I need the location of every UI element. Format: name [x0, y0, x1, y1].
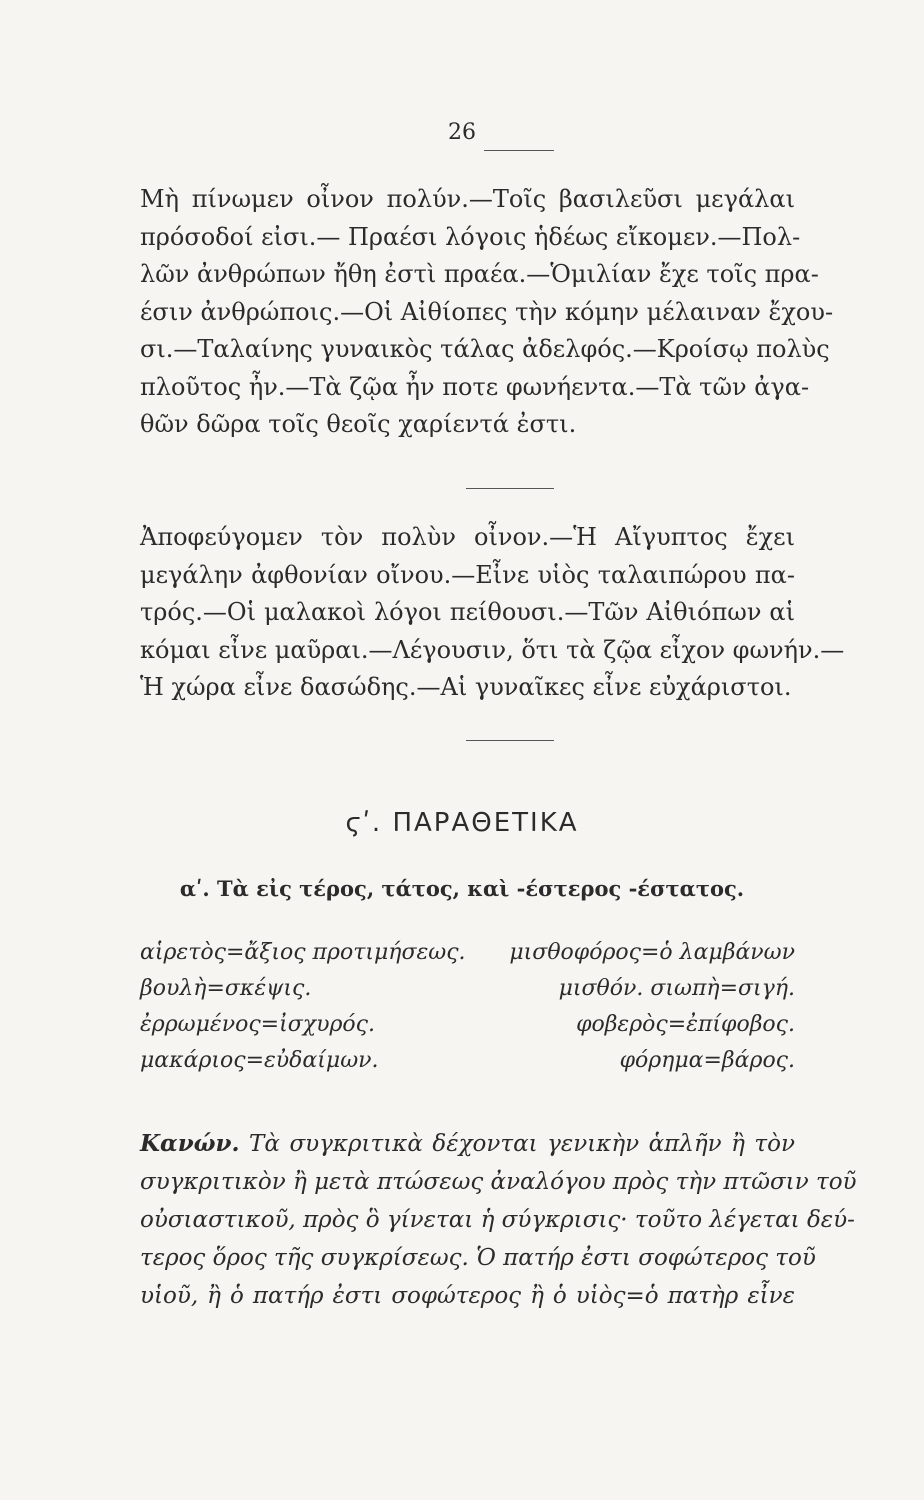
exercise-paragraph-2 [140, 519, 845, 707]
text-line: πλοῦτος ἦν.—Τὰ ζῷα ἦν ποτε φωνήεντα.—Τὰ τῶν ἀγα- [140, 372, 810, 401]
glossary-entry-left: μακάριος=εὐδαίμων. [140, 1048, 379, 1073]
rule-line: τερος ὅρος τῆς συγκρίσεως. Ὁ πατήρ ἐστι σοφώτερος τοῦ [140, 1245, 816, 1271]
glossary-entry-right: μισθόν. σιωπὴ=σιγή. [558, 976, 795, 1001]
text-line: Ἡ χώρα εἶνε δασώδης.—Αἱ γυναῖκες εἶνε εὐχάριστοι. [140, 673, 792, 701]
separator-rule [466, 488, 554, 489]
text-line: έσιν ἀνθρώποις.—Οἱ Αἰθίοπες τὴν κόμην μέλαιναν ἔχου- [140, 297, 834, 326]
glossary-entry-right: φοβερὸς=ἐπίφοβος. [576, 1012, 795, 1037]
glossary-entry-left: αἱρετὸς=ἄξιος προτιμήσεως. [140, 940, 466, 965]
page-number-underline [484, 150, 554, 151]
glossary-entry-right: μισθοφόρος=ὁ λαμβάνων [509, 940, 795, 965]
glossary-row [140, 1043, 795, 1079]
rule-line: υἱοῦ, ἢ ὁ πατήρ ἐστι σοφώτερος ἢ ὁ υἱὸς=ὁ πατὴρ εἶνε [140, 1283, 795, 1309]
rule-line: συγκριτικὸν ἢ μετὰ πτώσεως ἀναλόγου πρὸς τὴν πτῶσιν τοῦ [140, 1169, 857, 1195]
exercise-paragraph-1 [140, 181, 834, 444]
subheading: αʹ. Τὰ εἰς τέρος, τάτος, καὶ -έστερος -έστατος. [179, 876, 745, 901]
text-line: Μὴ πίνωμεν οἶνον πολύν.—Τοῖς βασιλεῦσι μεγάλαι [140, 185, 795, 213]
glossary-entry-left: βουλὴ=σκέψις. [140, 976, 312, 1001]
vocabulary-glossary [140, 935, 795, 1079]
grammar-rule-section [140, 1125, 857, 1315]
text-line: λῶν ἀνθρώπων ἤθη ἐστὶ πραέα.—Ὁμιλίαν ἔχε τοῖς πρα- [140, 260, 819, 288]
section-heading: ϛʹ. ΠΑΡΑΘΕΤΙΚΑ [345, 808, 579, 838]
glossary-entry-left: ἐρρωμένος=ἰσχυρός. [140, 1012, 375, 1037]
text-line: τρός.—Οἱ μαλακοὶ λόγοι πείθουσι.—Τῶν Αἰθιόπων αἱ [140, 598, 795, 626]
glossary-row [140, 1007, 795, 1043]
text-line: Ἀποφεύγομεν τὸν πολὺν οἶνον.—Ἡ Αἴγυπτος ἔχει [140, 523, 795, 551]
text-line: θῶν δῶρα τοῖς θεοῖς χαρίεντά ἐστι. [140, 410, 577, 438]
separator-rule [466, 740, 554, 741]
page-number: 26 [448, 120, 476, 145]
rule-line: οὐσιαστικοῦ, πρὸς ὃ γίνεται ἡ σύγκρισις· τοῦτο λέγεται δεύ- [140, 1207, 855, 1233]
text-line: πρόσοδοί εἰσι.— Πραέσι λόγοις ἡδέως εἴκομεν.—Πολ- [140, 222, 801, 251]
text-line: κόμαι εἶνε μαῦραι.—Λέγουσιν, ὅτι τὰ ζῷα εἶχον φωνήν.— [140, 635, 845, 664]
rule-line [140, 1125, 795, 1163]
glossary-entry-right: φόρημα=βάρος. [619, 1048, 795, 1073]
rule-text: Τὰ συγκριτικὰ δέχονται γενικὴν ἁπλῆν ἢ τὸν [249, 1131, 795, 1157]
glossary-row [140, 935, 795, 971]
glossary-row [140, 971, 795, 1007]
text-line: σι.—Ταλαίνης γυναικὸς τάλας ἀδελφός.—Κροίσῳ πολὺς [140, 335, 830, 363]
rule-label: Κανών. [140, 1130, 240, 1157]
text-line: μεγάλην ἀφθονίαν οἴνου.—Εἶνε υἱὸς ταλαιπώρου πα- [140, 560, 795, 589]
